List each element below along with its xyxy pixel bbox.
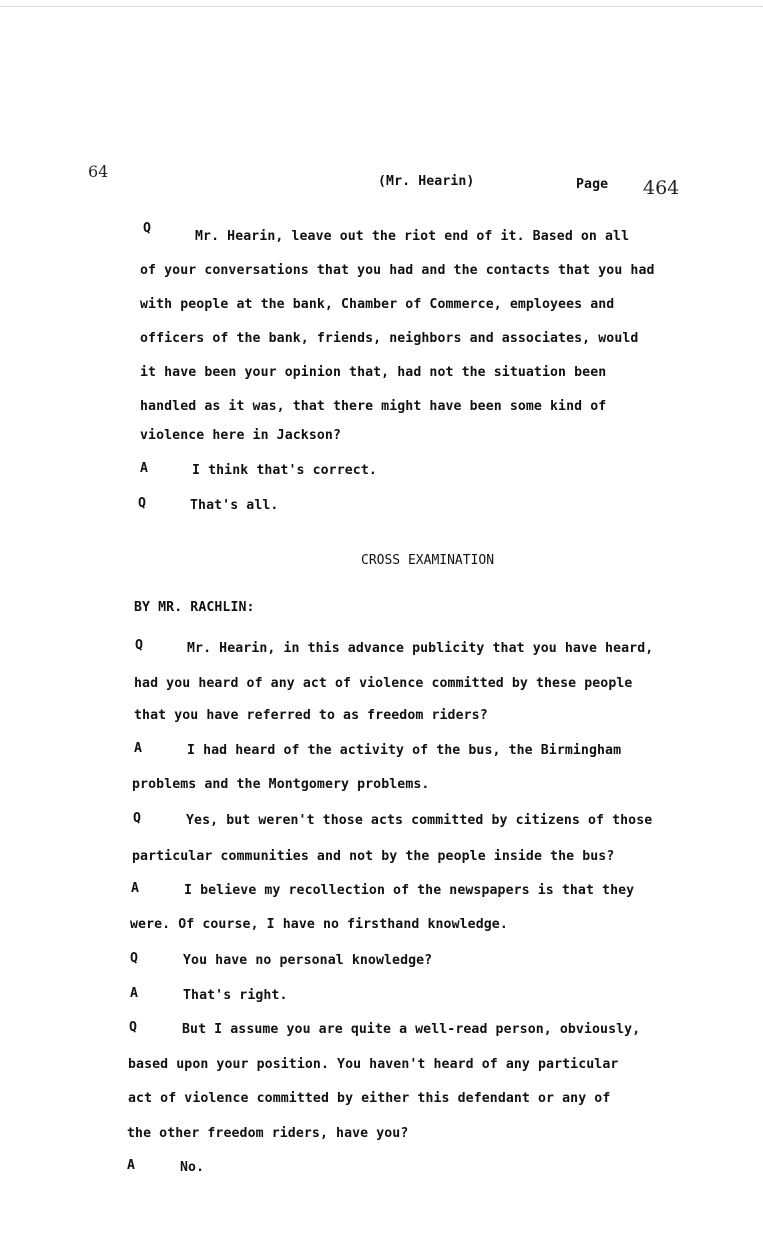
handwritten-page-number: 64 bbox=[88, 162, 109, 181]
transcript-line: I believe my recollection of the newspapers is that they bbox=[184, 883, 635, 898]
transcript-line: officers of the bank, friends, neighbors and associates, would bbox=[140, 331, 639, 346]
transcript-line: That's right. bbox=[183, 988, 288, 1003]
a-marker: A bbox=[127, 1158, 135, 1173]
q-marker: Q bbox=[143, 221, 151, 236]
transcript-line: That's all. bbox=[190, 498, 279, 513]
transcript-line: Mr. Hearin, leave out the riot end of it. Based on all bbox=[195, 229, 630, 244]
transcript-line: But I assume you are quite a well-read person, obviously, bbox=[182, 1022, 641, 1037]
witness-name: (Mr. Hearin) bbox=[378, 174, 475, 189]
transcript-line: No. bbox=[180, 1160, 205, 1175]
transcript-line: it have been your opinion that, had not the situation been bbox=[140, 365, 607, 380]
q-marker: Q bbox=[135, 638, 143, 653]
transcript-line: I think that's correct. bbox=[192, 463, 377, 478]
q-marker: Q bbox=[129, 1020, 137, 1035]
examiner-label: BY MR. RACHLIN: bbox=[134, 600, 255, 615]
transcript-line: based upon your position. You haven't heard of any particular bbox=[128, 1057, 619, 1072]
q-marker: Q bbox=[130, 951, 138, 966]
a-marker: A bbox=[134, 741, 142, 756]
transcript-line: were. Of course, I have no firsthand knowledge. bbox=[130, 917, 508, 932]
scan-top-edge bbox=[0, 0, 763, 7]
transcript-line: had you heard of any act of violence committed by these people bbox=[134, 676, 633, 691]
transcript-line: the other freedom riders, have you? bbox=[127, 1126, 409, 1141]
transcript-line: particular communities and not by the people inside the bus? bbox=[132, 849, 615, 864]
page-label: Page bbox=[576, 177, 609, 192]
transcript-line: act of violence committed by either this defendant or any of bbox=[128, 1091, 611, 1106]
transcript-line: handled as it was, that there might have been some kind of bbox=[140, 399, 607, 414]
page-stamp-number: 464 bbox=[643, 177, 680, 199]
transcript-line: violence here in Jackson? bbox=[140, 428, 341, 443]
section-title: CROSS EXAMINATION bbox=[361, 553, 495, 568]
a-marker: A bbox=[130, 986, 138, 1001]
transcript-line: You have no personal knowledge? bbox=[183, 953, 433, 968]
transcript-line: Mr. Hearin, in this advance publicity that you have heard, bbox=[187, 641, 654, 656]
transcript-line: Yes, but weren't those acts committed by citizens of those bbox=[186, 813, 653, 828]
a-marker: A bbox=[131, 881, 139, 896]
transcript-line: with people at the bank, Chamber of Commerce, employees and bbox=[140, 297, 615, 312]
a-marker: A bbox=[140, 461, 148, 476]
q-marker: Q bbox=[138, 496, 146, 511]
transcript-line: I had heard of the activity of the bus, the Birmingham bbox=[187, 743, 622, 758]
q-marker: Q bbox=[133, 811, 141, 826]
transcript-line: of your conversations that you had and the contacts that you had bbox=[140, 263, 655, 278]
transcript-line: that you have referred to as freedom riders? bbox=[134, 708, 488, 723]
transcript-line: problems and the Montgomery problems. bbox=[132, 777, 430, 792]
